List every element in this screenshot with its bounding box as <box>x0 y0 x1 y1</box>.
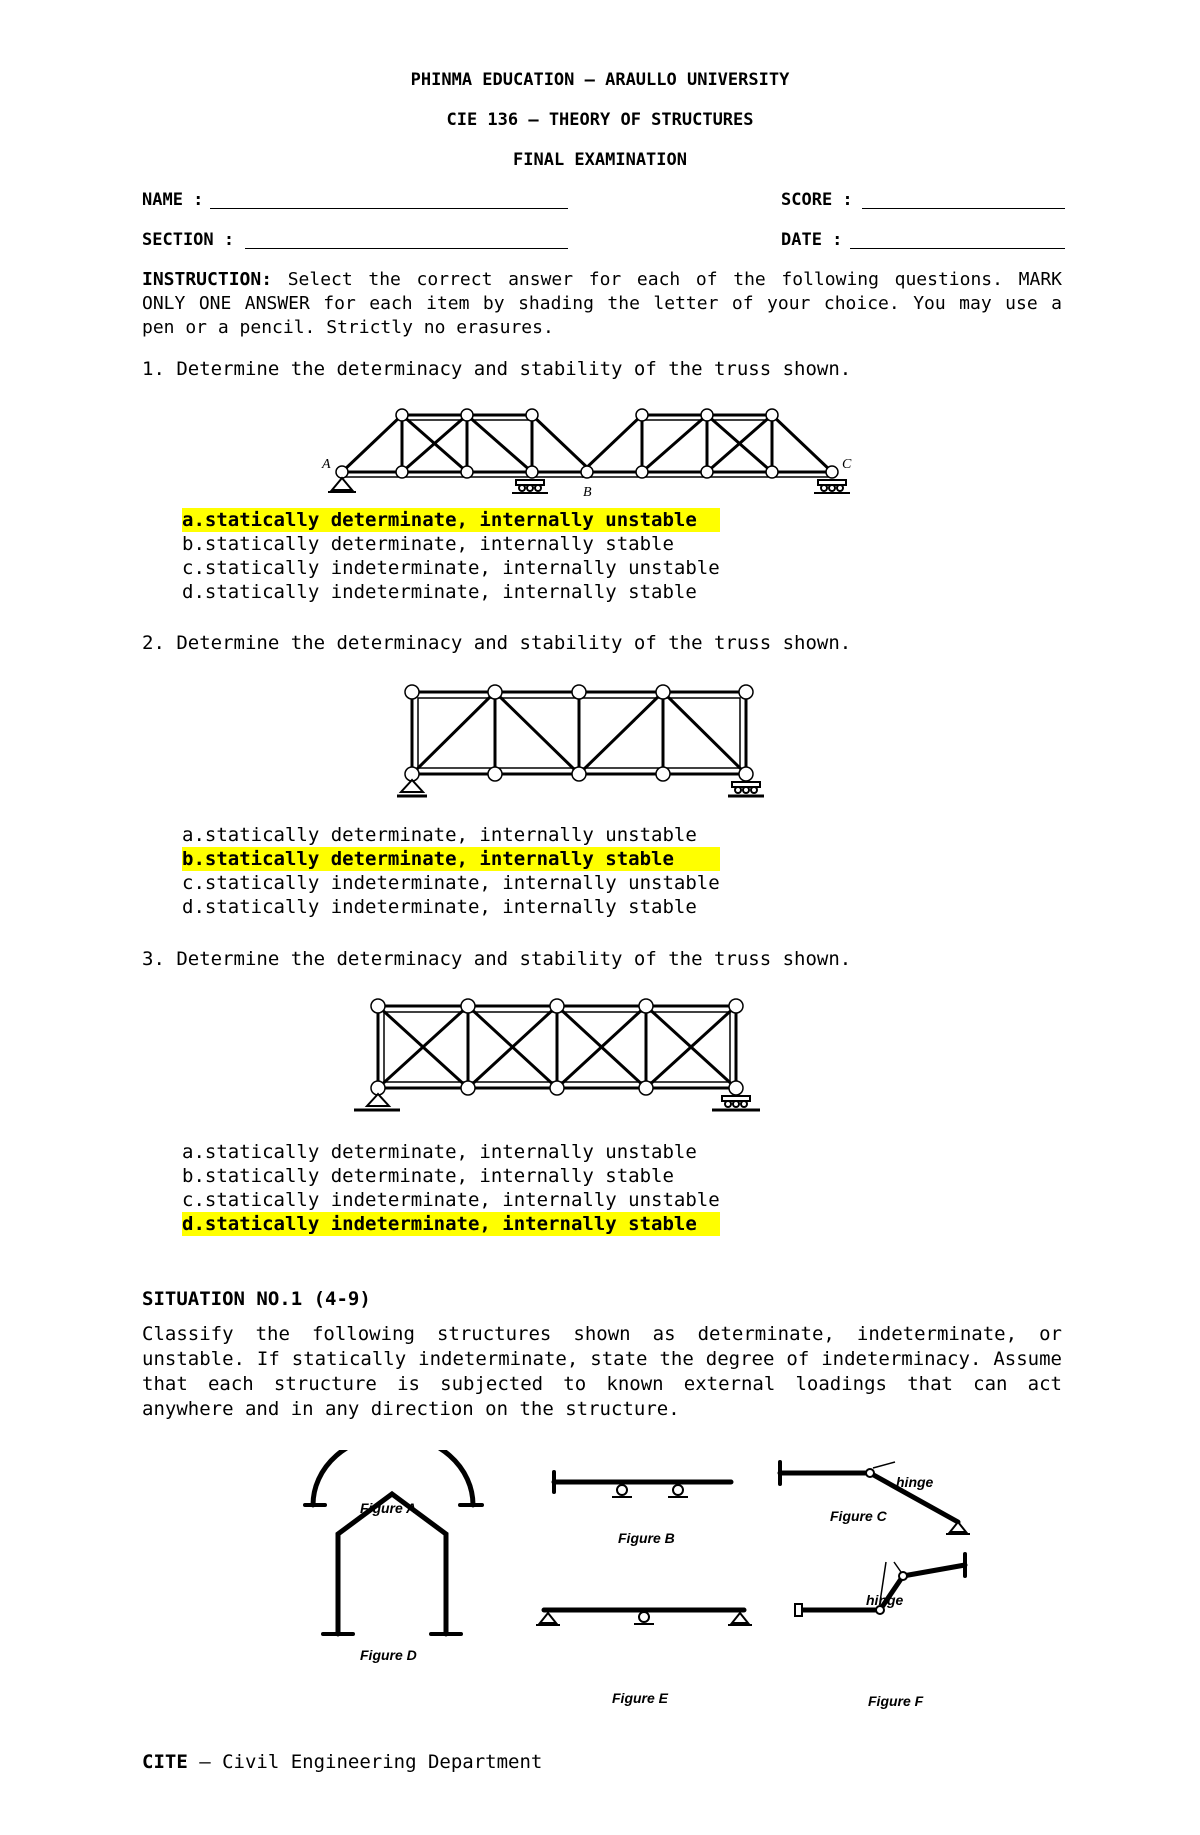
situation-title: SITUATION NO.1 (4-9) <box>142 1288 371 1310</box>
footer <box>142 1751 542 1773</box>
question-1-text: Determine the determinacy and stability of the truss shown. <box>176 358 852 380</box>
question-2 <box>142 632 851 654</box>
date-field[interactable] <box>850 248 1065 249</box>
truss-figure-2 <box>395 682 765 802</box>
section-field[interactable] <box>245 248 568 249</box>
option-2a[interactable]: a.statically determinate, internally unstable <box>182 824 697 846</box>
option-1d[interactable]: d.statically indeterminate, internally stable <box>182 581 697 603</box>
option-2b[interactable]: b.statically determinate, internally stable <box>182 847 720 871</box>
question-1 <box>142 358 851 380</box>
figure-c-caption: Figure C <box>830 1508 887 1524</box>
section-label: SECTION : <box>142 230 235 250</box>
instruction-label: INSTRUCTION: <box>142 269 273 290</box>
truss-figure-3 <box>352 994 762 1116</box>
option-3a[interactable]: a.statically determinate, internally unstable <box>182 1141 697 1163</box>
question-3-text: Determine the determinacy and stability of the truss shown. <box>176 948 852 970</box>
score-field[interactable] <box>862 208 1065 209</box>
option-1a[interactable]: a.statically determinate, internally unstable <box>182 508 720 532</box>
question-2-options <box>182 823 720 919</box>
figure-c-hinge-label: hinge <box>896 1474 934 1490</box>
question-3-number: 3. <box>142 948 165 970</box>
figure-f-caption: Figure F <box>868 1693 924 1709</box>
truss-1-label-a: A <box>322 457 331 472</box>
option-2d[interactable]: d.statically indeterminate, internally stable <box>182 896 697 918</box>
option-3b[interactable]: b.statically determinate, internally stable <box>182 1165 674 1187</box>
exam-title: FINAL EXAMINATION <box>513 150 687 170</box>
instruction-block <box>142 268 1062 340</box>
footer-text: – Civil Engineering Department <box>187 1751 543 1773</box>
question-1-number: 1. <box>142 358 165 380</box>
question-2-number: 2. <box>142 632 165 654</box>
structures-figures <box>290 1450 1010 1720</box>
figure-f-hinge-label: hinge <box>866 1592 904 1608</box>
truss-figure-1 <box>320 400 860 500</box>
option-1b[interactable]: b.statically determinate, internally stable <box>182 533 674 555</box>
footer-label: CITE <box>142 1751 188 1773</box>
exam-institution: PHINMA EDUCATION – ARAULLO UNIVERSITY <box>410 70 790 90</box>
figure-b-caption: Figure B <box>618 1530 675 1546</box>
question-3 <box>142 948 851 970</box>
instruction-text: Select the correct answer for each of the following questions. MARK ONLY ONE ANSWER for each item by shading the letter of your choice. You may use a pen or a pencil. Strictly no erasures. <box>142 269 1062 338</box>
question-2-text: Determine the determinacy and stability of the truss shown. <box>176 632 852 654</box>
option-2c[interactable]: c.statically indeterminate, internally unstable <box>182 872 720 894</box>
question-3-options <box>182 1140 720 1236</box>
name-field[interactable] <box>210 208 568 209</box>
truss-1-label-c: C <box>842 457 852 472</box>
figure-a-caption: Figure A <box>360 1500 417 1516</box>
name-label: NAME : <box>142 190 204 210</box>
option-3c[interactable]: c.statically indeterminate, internally unstable <box>182 1189 720 1211</box>
date-label: DATE : <box>781 230 843 250</box>
question-1-options <box>182 508 720 604</box>
situation-text: Classify the following structures shown as determinate, indeterminate, or unstable. If statically indeterminate, state the degree of indeterminacy. Assume that each structure is subjected to known external loadings that can act anywhere and in any direction on the structure. <box>142 1323 1062 1420</box>
option-3d[interactable]: d.statically indeterminate, internally stable <box>182 1212 720 1236</box>
score-label: SCORE : <box>781 190 853 210</box>
truss-1-label-b: B <box>583 485 592 500</box>
option-1c[interactable]: c.statically indeterminate, internally unstable <box>182 557 720 579</box>
figure-e-caption: Figure E <box>612 1690 669 1706</box>
figure-d-caption: Figure D <box>360 1647 417 1663</box>
exam-course: CIE 136 – THEORY OF STRUCTURES <box>446 110 754 130</box>
